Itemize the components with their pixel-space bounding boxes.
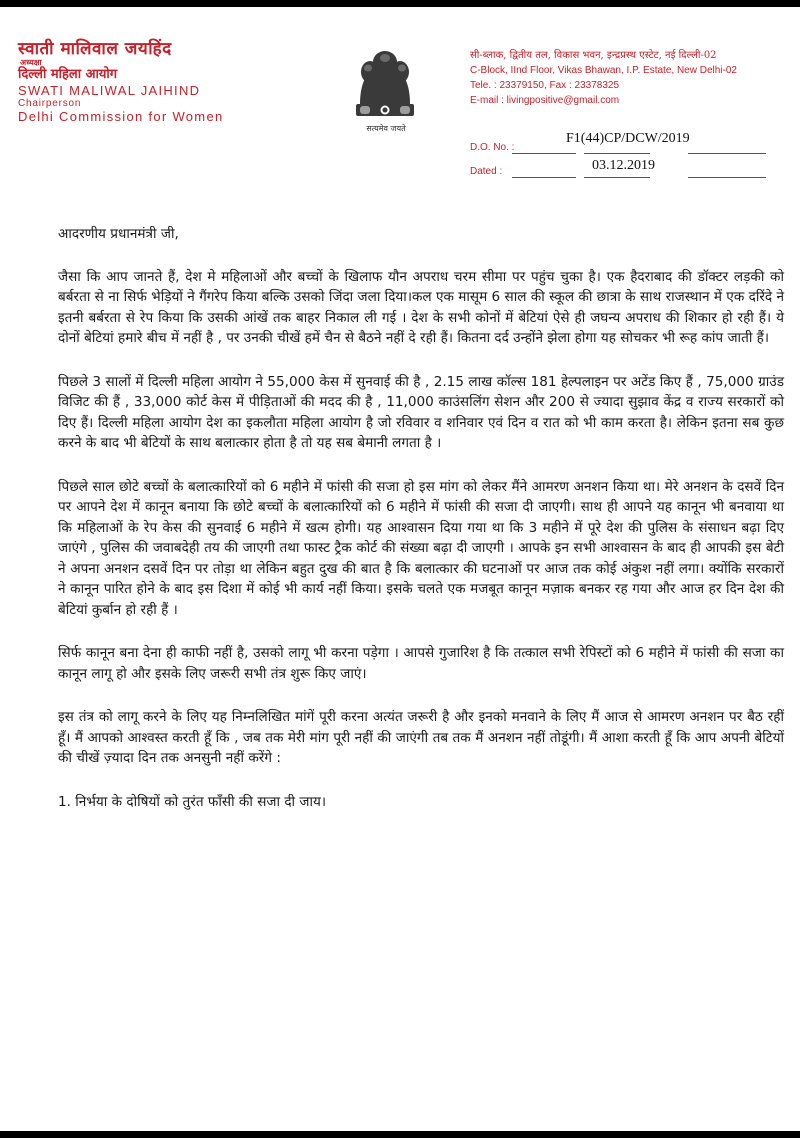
address-english: C-Block, IInd Floor, Vikas Bhawan, I.P. Estate, New Delhi-02 (470, 65, 737, 76)
do-underline-2 (584, 153, 650, 154)
letter-body (58, 224, 784, 835)
do-underline-1 (512, 153, 576, 154)
do-number-label: D.O. No. : (470, 142, 515, 153)
paragraph-3: पिछले साल छोटे बच्चों के बलात्कारियों को 6 महीने में फांसी की सजा हो इस मांग को लेकर मैंने आमरण अनशन किया था। मेरे अनशन के दसवें दिन पर आपने देश में कानून बनाया कि छोटे बच्चों के बलात्कारियों को 6 महीने में फांसी की सजा दी जाएगी। साथ ही आपने यह कानून भी बनवाया था कि महिलाओं के रेप केस की सुनवाई 6 महीने में खत्म होगी। यह आश्वासन दिया गया था कि 3 महीने में पूरे देश की पुलिस के संसाधन बढ़ा दिए जाएंगे , पुलिस की जवाबदेही तय की जाएगी तथा फास्ट ट्रैक कोर्ट की संख्या बढ़ा दी जाएगी । आपके इन सभी आश्वासन के बाद ही आपकी इस बेटी ने अपना अनशन दसवें दिन पर तोड़ा था लेकिन बहुत दुख की बात है कि बलात्कार की घटनाओं पर आज तक कोई अंकुश नहीं लगा। क्योंकि सरकारों ने कानून पारित होने के बाद इस दिशा में कोई भी कार्य नहीं किया। इसके चलते एक मजबूत कानून मज़ाक बनकर रह गया और आज हर दिन देश की बेटियां कुर्बान हो रही हैं । (58, 478, 784, 618)
emblem-motto: सत्यमेव जयते (366, 124, 406, 133)
date-underline-3 (688, 177, 766, 178)
chairperson-role-english: Chairperson (18, 98, 82, 109)
paragraph-5: इस तंत्र को लागू करने के लिए यह निम्नलिखित मांगें पूरी करना अत्यंत जरूरी है और इनको मनवाने के लिए मैं आज से आमरण अनशन पर बैठ रहीं हूँ। मैं आपको आश्वस्त करती हूँ कि , जब तक मेरी मांग पूरी नहीं की जाएंगी तब तक मैं अनशन नहीं तोडूंगी। मैं आशा करती हूँ कि आप अपनी बेटियों की चीखें ज़्यादा दिन तक अनसुनी नहीं करेंगे : (58, 709, 784, 766)
date-underline-2 (584, 177, 650, 178)
demand-item-1: 1. निर्भया के दोषियों को तुरंत फाँसी की सजा दी जाय। (58, 793, 327, 810)
letterhead-right (470, 48, 790, 108)
letterhead-left (18, 40, 338, 124)
paragraph-1: जैसा कि आप जानते हैं, देश मे महिलाओं और बच्चों के खिलाफ यौन अपराध चरम सीमा पर पहुंच चुका है। एक हैदराबाद की डॉक्टर लड़की को बर्बरता से ना सिर्फ भेड़ियों ने गैंगरेप किया बल्कि उसको जिंदा जला दिया।कल एक मासूम 6 साल की स्कूल की छात्रा के साथ राजस्थान में एक दरिंदे ने इतनी बर्बरता से रेप किया कि उसकी आंखें तक बाहर निकाल ली गई । देश के सभी कोनों में बेटियां ऐसे ही जघन्य अपराध की शिकार हो रही हैं। ये दोनों बेटियां हमारे बीच में नहीं है , पर उनकी चीखें हमें चैन से बैठने नहीं दे रही हैं। कितना दर्द उन्होंने झेला होगा यह सोचकर भी रूह कांप जाती हैं। (58, 268, 784, 346)
chairperson-name-hindi: स्वाती मालिवाल जयहिंद (18, 39, 172, 59)
organisation-name-english: Delhi Commission for Women (18, 109, 224, 124)
salutation: आदरणीय प्रधानमंत्री जी, (58, 226, 179, 242)
paragraph-2: पिछले 3 सालों में दिल्ली महिला आयोग ने 55,000 केस में सुनवाई की है , 2.15 लाख कॉल्स 181 हेल्पलाइन पर अटेंड किए हैं , 75,000 ग्राउंड विजिट की हैं , 33,000 कोर्ट केस में पीड़िताओं की मदद की है , 11,000 काउंसलिंग सेशन और 200 से ज्यादा सुझाव केंद्र व राज्य सरकारों को दिए हैं। दिल्ली महिला आयोग देश का इकलौता महिला आयोग है जो रविवार व शनिवार एवं दिन व रात को भी काम करता है। लेकिन इतना सब कुछ करने के बाद भी बेटियों के साथ बलात्कार होता है तो यह सब बेमानी लगता है । (58, 373, 784, 451)
bottom-border (0, 1131, 800, 1138)
chairperson-role-hindi: अध्यक्षा (20, 57, 42, 67)
dated-label: Dated : (470, 166, 503, 177)
do-underline-3 (688, 153, 766, 154)
email-address: E-mail : livingpositive@gmail.com (470, 95, 620, 106)
do-number-value: F1(44)CP/DCW/2019 (566, 131, 690, 146)
phone-fax: Tele. : 23379150, Fax : 23378325 (470, 80, 620, 91)
address-hindi: सी-ब्लाक, द्वितीय तल, विकास भवन, इन्द्रप्रस्थ एस्टेट, नई दिल्ली-02 (470, 50, 717, 61)
organisation-name-hindi: दिल्ली महिला आयोग (18, 67, 118, 82)
chairperson-name-english: SWATI MALIWAL JAIHIND (18, 83, 201, 98)
paragraph-4: सिर्फ कानून बना देना ही काफी नहीं है, उसको लागू भी करना पड़ेगा । आपसे गुजारिश है कि तत्काल सभी रेपिस्टों को 6 महीने में फांसी की सजा का कानून लागू हो और इसके लिए जरूरी सभी तंत्र शुरू किए जाएं। (58, 645, 784, 682)
date-underline-1 (512, 177, 576, 178)
dated-value: 03.12.2019 (592, 158, 655, 173)
top-border (0, 0, 800, 7)
